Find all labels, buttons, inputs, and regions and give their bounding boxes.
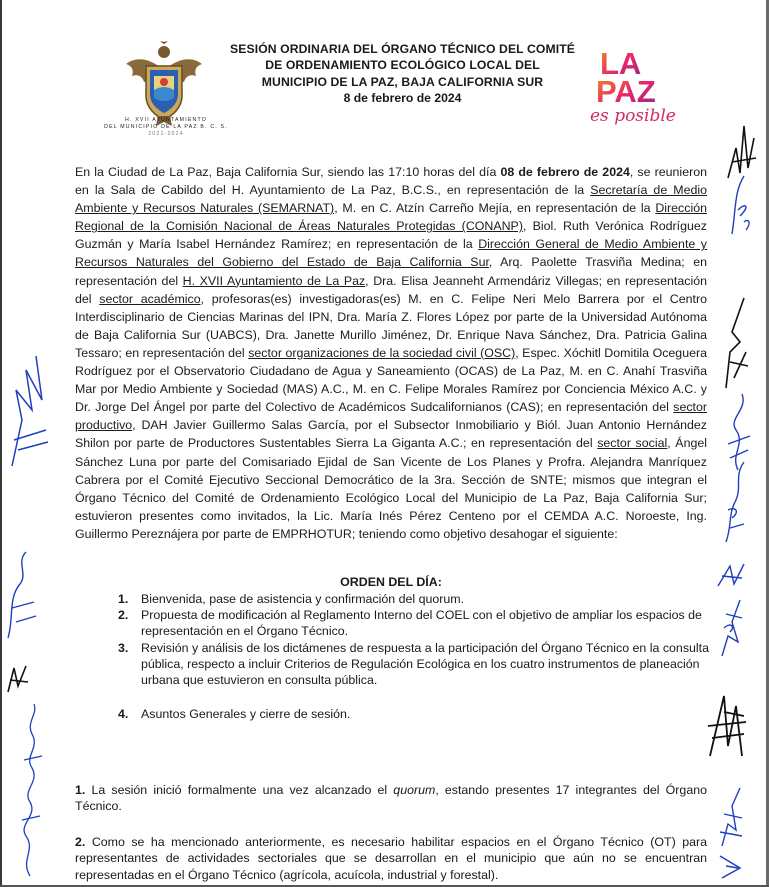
agenda-item — [118, 706, 714, 722]
crest-caption-years: 2021-2024 — [148, 131, 184, 137]
signature-mark-icon — [12, 700, 48, 880]
intro-text: , Arq. Paolette Trasviña Medina; en representación del — [75, 255, 707, 288]
signature-mark-icon — [716, 592, 746, 662]
intro-text: , profesoras(es) investigadoras(es) M. en C. Felipe Neri Melo Barrera por el Centro Interdisciplinario de Ciencias Marinas del IPN, Dra. María Z. Flores López por parte de la Universidad Autónoma de Baja California Sur (UABCS), Dra. Janette Murillo Jiménez, Dr. Enrique Nava Sánchez, Dra. Patricia Galina Tessaro; en representación del — [75, 291, 707, 360]
signature-mark-icon — [726, 170, 756, 240]
paragraph-text-italic: quorum — [393, 783, 436, 797]
sector-academico: sector académico — [99, 291, 201, 306]
paragraph-number: 1. — [75, 783, 86, 797]
header-line-1: SESIÓN ORDINARIA DEL ÓRGANO TÉCNICO DEL COMITÉ — [230, 42, 575, 56]
signature-mark-icon — [704, 686, 750, 766]
signature-mark-icon — [720, 292, 754, 392]
document-header — [205, 41, 600, 106]
page-edge-left — [0, 0, 2, 887]
agenda-item-text: Bienvenida, pase de asistencia y confirmación del quorum. — [141, 592, 465, 606]
agenda-item — [118, 640, 714, 689]
intro-text: , DAH Javier Guillermo Salas García, por el Subsector Inmobiliario y Biól. Juan Antonio Hernández Shilon por parte de Productores Sustentables Sierra La Giganta A.C.; en representación del — [75, 418, 707, 451]
org-gobierno-estado: Dirección General de Medio Ambiente y Recursos Naturales del Gobierno del Estado de Baja California Sur — [75, 237, 708, 270]
logo-tagline: es posible — [590, 106, 676, 126]
signature-mark-icon — [4, 662, 32, 696]
header-line-2: DE ORDENAMIENTO ECOLÓGICO LOCAL DEL — [265, 58, 540, 73]
logo-line2: PAZ — [596, 74, 656, 109]
org-ayuntamiento: H. XVII Ayuntamiento de La Paz — [182, 273, 366, 288]
intro-text: , M. en C. Atzín Carreño Mejía, en representación de la — [334, 201, 656, 216]
org-conanp: Dirección Regional de la Comisión Nacional de Áreas Naturales Protegidas (CONANP) — [75, 201, 707, 234]
coat-of-arms-icon — [120, 40, 208, 128]
crest-caption-line1: H. XVII AYUNTAMIENTO — [125, 117, 207, 123]
org-semarnat: Secretaría de Medio Ambiente y Recursos Naturales (SEMARNAT) — [75, 183, 708, 216]
signature-mark-icon — [716, 852, 744, 882]
paragraph-1 — [75, 782, 707, 815]
agenda-item-number: 1. — [118, 592, 129, 606]
intro-date: 08 de febrero de 2024 — [500, 165, 630, 179]
agenda-list — [118, 591, 714, 722]
logo-line1: LA — [600, 46, 642, 81]
intro-text: , Dra. Elisa Jeanneht Armendáriz Villegas; en representación del — [75, 273, 707, 306]
header-line-3: MUNICIPIO DE LA PAZ, BAJA CALIFORNIA SUR — [261, 74, 544, 89]
agenda-item-number: 3. — [118, 640, 129, 655]
intro-text: En la Ciudad de La Paz, Baja California Sur, siendo las 17:10 horas del día — [75, 165, 501, 179]
agenda-item-number: 4. — [118, 707, 129, 722]
agenda-item-text: Revisión y análisis de los dictámenes de respuesta a la participación del Órgano Técnico en la consulta pública, respecto a incluir Criterios de Regulación Ecológica en los cuatro instrumentos de planeación urbana que estuvieron en consulta pública. — [141, 640, 709, 688]
agenda-item-number: 2. — [118, 608, 129, 623]
agenda-item — [118, 591, 714, 607]
sector-productivo: sector productivo — [75, 400, 707, 433]
paragraph-text: La sesión inició formalmente una vez alcanzado el — [85, 783, 394, 797]
intro-text: , Biol. Ruth Verónica Rodríguez Guzmán y María Isabel Hernández Ramírez; en representación de la — [75, 219, 707, 252]
intro-text: , Ángel Sánchez Luna por parte del Comisariado Ejidal de San Vicente de Los Planes y Profra. Alejandra Manríquez Cabrera por el Comité Ejecutivo Seccional Democrático de la 3ra. Sección de SNTE; mismos que integran el Órgano Técnico del Comité de Ordenamiento Ecológico Local del Municipio de La Paz, Baja California Sur; estuvieron presentes como invitados, la Lic. María Inés Pérez Centeno por el CEMDA A.C. Noroeste, Ing. Guillermo Pereznájera por parte de EMPRHOTUR; teniendo como objetivo desahogar el siguiente: — [75, 436, 707, 541]
signature-mark-icon — [714, 784, 748, 850]
la-paz-es-posible-logo — [588, 44, 690, 126]
agenda-title: ORDEN DEL DÍA: — [340, 575, 442, 589]
header-date: 8 de febrero de 2024 — [343, 90, 462, 105]
signature-mark-icon — [718, 456, 752, 546]
agenda-item-text: Asuntos Generales y cierre de sesión. — [141, 707, 351, 722]
agenda-item-text: Propuesta de modificación al Reglamento Interno del COEL con el objetivo de ampliar los espacios de representación en el Órgano Técnico. — [141, 608, 702, 639]
paragraph-text: Como se ha mencionado anteriormente, es necesario habilitar espacios en el Órgano Técnico (OT) para representantes de actividades sectoriales que se desarrollan en el municipio que aún no se encuentran representadas en el Órgano Técnico (agrícola, acuícola, industrial y forestal). — [75, 835, 707, 882]
crest-caption-line2: DEL MUNICIPIO DE LA PAZ B. C. S. — [104, 124, 228, 130]
sector-osc: sector organizaciones de la sociedad civil (OSC) — [248, 345, 516, 360]
paragraph-2 — [75, 834, 707, 883]
paragraph-text: , estando presentes 17 integrantes del Órgano Técnico. — [75, 783, 707, 814]
intro-text: , se reunieron en la Sala de Cabildo del H. Ayuntamiento de La Paz, B.C.S., en representación de la — [75, 165, 707, 198]
agenda-item — [118, 607, 714, 639]
signature-mark-icon — [714, 560, 748, 590]
intro-text: , Espec. Xóchitl Domitila Oceguera Rodríguez por el Observatorio Ciudadano de Agua y Saneamiento (OCAS) de La Paz, M. en C. Anahí Trasviña Mar por Medio Ambiente y Sociedad (MAS) A.C., M. en C. Felipe Morales Ramírez por Conciencia México A.C. y Dr. Jorge Del Ángel por parte del Colectivo de Académicos Sudcalifornianos (CAS); en representación del — [75, 345, 707, 415]
intro-paragraph — [75, 163, 707, 543]
crest-caption — [104, 117, 228, 138]
signature-mark-icon — [2, 548, 42, 644]
signature-mark-icon — [6, 350, 52, 470]
sector-social: sector social — [597, 436, 668, 451]
paragraph-number: 2. — [75, 835, 86, 849]
